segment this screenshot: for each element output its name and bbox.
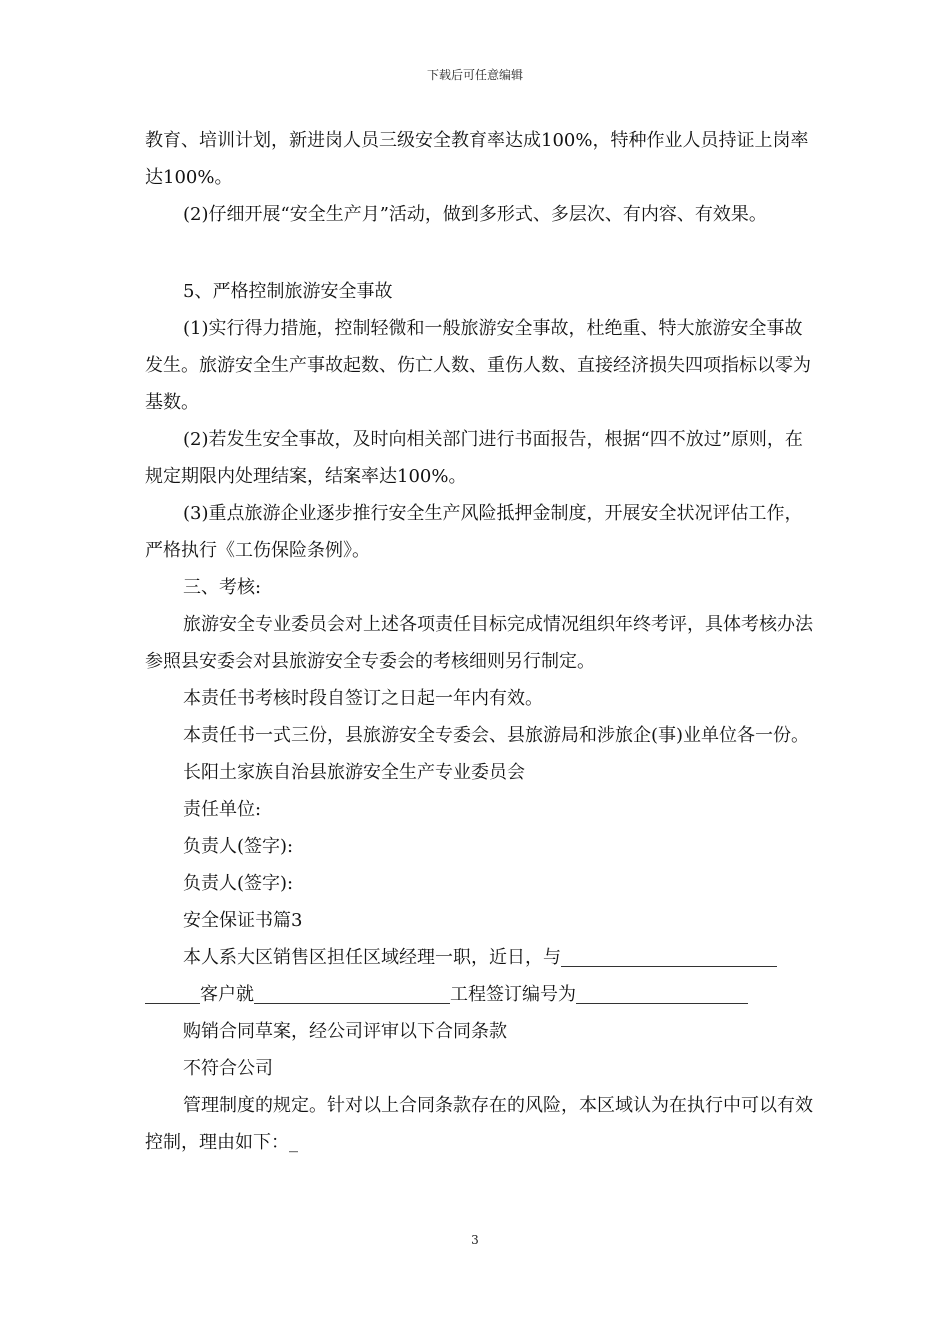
page-header: 下载后可任意编辑 [426, 68, 523, 82]
committee-name: 长阳土家族自治县旅游安全生产专业委员会 [183, 762, 525, 783]
spacer [145, 233, 815, 273]
paragraph: 旅游安全专业委员会对上述各项责任目标完成情况组织年终考评，具体考核办法参照县安委会对县旅游安全专委会的考核细则另行制定。 [145, 614, 813, 672]
paragraph-text: 工程签订编号为 [450, 984, 576, 1005]
paragraph: 本责任书考核时段自签订之日起一年内有效。 [183, 688, 543, 709]
blank-line [561, 948, 777, 967]
paragraph: (2)若发生安全事故，及时向相关部门进行书面报告，根据“四不放过”原则，在规定期限内处理结案，结案率达100%。 [145, 429, 803, 487]
paragraph: 购销合同草案，经公司评审以下合同条款 [183, 1021, 507, 1042]
signature-label: 负责人(签字): [183, 873, 294, 894]
paragraph: 本责任书一式三份，县旅游安全专委会、县旅游局和涉旅企(事)业单位各一份。 [183, 725, 810, 746]
paragraph: 管理制度的规定。针对以上合同条款存在的风险，本区域认为在执行中可以有效控制，理由如下：_ [145, 1095, 813, 1153]
paragraph: 不符合公司 [183, 1058, 273, 1079]
blank-line [576, 985, 748, 1004]
document-body [145, 122, 815, 1161]
section-title: 安全保证书篇3 [183, 910, 303, 931]
paragraph: (2)仔细开展“安全生产月”活动，做到多形式、多层次、有内容、有效果。 [183, 204, 767, 225]
paragraph: (1)实行得力措施，控制轻微和一般旅游安全事故，杜绝重、特大旅游安全事故发生。旅游安全生产事故起数、伤亡人数、重伤人数、直接经济损失四项指标以零为基数。 [145, 318, 811, 413]
section-heading: 三、考核: [183, 577, 262, 598]
signature-label: 负责人(签字): [183, 836, 294, 857]
paragraph [145, 939, 815, 976]
page-number: 3 [471, 1233, 479, 1247]
paragraph-text: 客户就 [200, 984, 254, 1005]
paragraph: (3)重点旅游企业逐步推行安全生产风险抵押金制度，开展安全状况评估工作，严格执行《工伤保险条例》。 [145, 503, 803, 561]
paragraph: 教育、培训计划，新进岗人员三级安全教育率达成100%，特种作业人员持证上岗率达100%。 [145, 130, 809, 188]
responsible-unit-label: 责任单位: [183, 799, 262, 820]
paragraph [145, 976, 815, 1013]
blank-line [254, 985, 450, 1004]
blank-line [145, 985, 200, 1004]
paragraph-text: 本人系大区销售区担任区域经理一职，近日，与 [183, 947, 561, 968]
section-heading: 5、严格控制旅游安全事故 [183, 281, 393, 302]
